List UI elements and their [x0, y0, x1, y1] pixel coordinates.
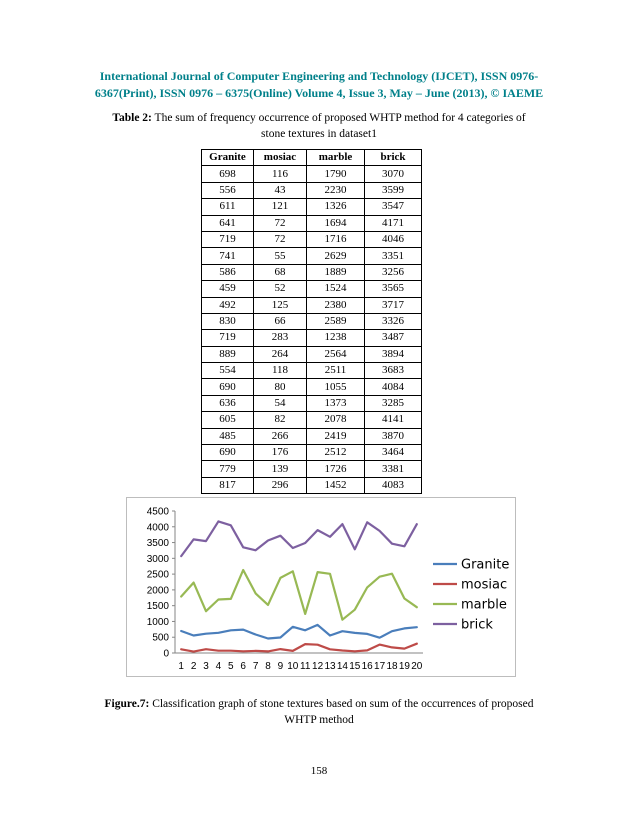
table-cell-mosiac: 72 [254, 231, 307, 247]
table-cell-marble: 1238 [307, 330, 365, 346]
table-cell-brick: 3599 [365, 182, 422, 198]
y-axis [147, 507, 175, 660]
table-cell-marble: 2512 [307, 445, 365, 461]
table-cell-marble: 1326 [307, 199, 365, 215]
legend-label-mosiac: mosiac [461, 577, 508, 593]
table-row [202, 330, 422, 346]
table-row [202, 215, 422, 231]
figure-caption [80, 696, 558, 728]
table-cell-granite: 719 [202, 231, 254, 247]
figure-caption-text-1: Classification graph of stone textures based on sum of the occurrences of proposed [149, 698, 534, 710]
y-tick-label: 1500 [146, 601, 169, 613]
table-cell-brick: 3326 [365, 313, 422, 329]
x-tick-label: 3 [203, 661, 209, 672]
table-row [202, 297, 422, 313]
series-line-brick [181, 521, 417, 556]
table-cell-granite: 586 [202, 264, 254, 280]
table-cell-mosiac: 266 [254, 428, 307, 444]
series-line-mosiac [181, 644, 417, 652]
x-tick-label: 10 [287, 661, 299, 672]
column-header-marble: marble [307, 150, 365, 166]
table-cell-brick: 4084 [365, 379, 422, 395]
table-cell-granite: 636 [202, 395, 254, 411]
table-row [202, 182, 422, 198]
table-row [202, 264, 422, 280]
table-row [202, 166, 422, 182]
table-cell-mosiac: 54 [254, 395, 307, 411]
table-cell-marble: 1452 [307, 477, 365, 493]
y-tick-label: 0 [163, 648, 169, 660]
table-cell-brick: 3894 [365, 346, 422, 362]
table-cell-brick: 3381 [365, 461, 422, 477]
y-tick-label: 3500 [146, 538, 169, 550]
series-line-granite [181, 625, 417, 639]
table-cell-mosiac: 55 [254, 248, 307, 264]
table-cell-mosiac: 80 [254, 379, 307, 395]
table-cell-granite: 605 [202, 412, 254, 428]
table-cell-marble: 2564 [307, 346, 365, 362]
x-tick-label: 16 [361, 661, 373, 672]
table-cell-mosiac: 43 [254, 182, 307, 198]
table-row [202, 313, 422, 329]
table-cell-granite: 554 [202, 363, 254, 379]
table-cell-brick: 3683 [365, 363, 422, 379]
table-cell-mosiac: 68 [254, 264, 307, 280]
y-tick-label: 1000 [146, 616, 169, 628]
frequency-table [201, 149, 422, 494]
table-row [202, 363, 422, 379]
y-tick-label: 4500 [146, 506, 169, 518]
table-cell-mosiac: 125 [254, 297, 307, 313]
table-cell-granite: 641 [202, 215, 254, 231]
table-cell-brick: 3717 [365, 297, 422, 313]
table-cell-granite: 719 [202, 330, 254, 346]
table-cell-granite: 889 [202, 346, 254, 362]
table-cell-granite: 830 [202, 313, 254, 329]
table-cell-mosiac: 121 [254, 199, 307, 215]
table-cell-mosiac: 116 [254, 166, 307, 182]
table-cell-brick: 4046 [365, 231, 422, 247]
table-cell-mosiac: 283 [254, 330, 307, 346]
x-axis [175, 653, 423, 672]
table-cell-marble: 1524 [307, 281, 365, 297]
table-cell-granite: 698 [202, 166, 254, 182]
table-cell-granite: 492 [202, 297, 254, 313]
x-tick-label: 4 [215, 661, 222, 672]
page-number: 158 [310, 765, 328, 777]
table-cell-granite: 690 [202, 445, 254, 461]
table-cell-mosiac: 52 [254, 281, 307, 297]
x-tick-label: 5 [228, 661, 234, 672]
table-cell-brick: 4171 [365, 215, 422, 231]
y-tick-label: 500 [152, 632, 169, 644]
journal-header-line-1: International Journal of Computer Engineering and Technology (IJCET), ISSN 0976- [99, 69, 539, 83]
table-header-row [202, 150, 422, 166]
table-cell-marble: 2629 [307, 248, 365, 264]
table-row [202, 199, 422, 215]
table-cell-brick: 3070 [365, 166, 422, 182]
x-tick-label: 13 [324, 661, 336, 672]
table-cell-marble: 1055 [307, 379, 365, 395]
column-header-mosiac: mosiac [254, 150, 307, 166]
table-cell-brick: 4141 [365, 412, 422, 428]
table-row [202, 281, 422, 297]
table-cell-mosiac: 118 [254, 363, 307, 379]
table-body [202, 166, 422, 494]
table-cell-brick: 3565 [365, 281, 422, 297]
y-tick-label: 4000 [146, 522, 169, 534]
table-cell-granite: 817 [202, 477, 254, 493]
x-tick-label: 1 [178, 661, 184, 672]
table-cell-marble: 1694 [307, 215, 365, 231]
y-tick-label: 3000 [146, 553, 169, 565]
table-cell-brick: 3285 [365, 395, 422, 411]
x-tick-label: 18 [386, 661, 398, 672]
table-cell-marble: 2511 [307, 363, 365, 379]
x-tick-label: 14 [336, 661, 348, 672]
table-cell-granite: 556 [202, 182, 254, 198]
x-tick-label: 11 [300, 661, 311, 672]
table-caption-label: Table 2: [112, 112, 152, 124]
table-cell-granite: 459 [202, 281, 254, 297]
table-row [202, 231, 422, 247]
series-line-marble [181, 570, 417, 620]
x-tick-label: 20 [411, 661, 423, 672]
table-row [202, 248, 422, 264]
table-row [202, 412, 422, 428]
journal-header-line-2: 6367(Print), ISSN 0976 – 6375(Online) Volume 4, Issue 3, May – June (2013), © IAEME [94, 86, 544, 100]
table-cell-mosiac: 264 [254, 346, 307, 362]
table-cell-marble: 1373 [307, 395, 365, 411]
x-tick-label: 6 [240, 661, 246, 672]
table-cell-marble: 2589 [307, 313, 365, 329]
table-cell-brick: 4083 [365, 477, 422, 493]
table-row [202, 445, 422, 461]
table-cell-marble: 1889 [307, 264, 365, 280]
table-cell-mosiac: 176 [254, 445, 307, 461]
x-tick-label: 9 [277, 661, 284, 672]
table-cell-marble: 2419 [307, 428, 365, 444]
table-cell-brick: 3464 [365, 445, 422, 461]
column-header-granite: Granite [202, 150, 254, 166]
legend-label-granite: Granite [461, 557, 510, 573]
table-cell-brick: 3351 [365, 248, 422, 264]
x-tick-label: 19 [398, 661, 410, 672]
figure-caption-text-2: WHTP method [284, 714, 354, 726]
table-cell-granite: 779 [202, 461, 254, 477]
table-cell-mosiac: 72 [254, 215, 307, 231]
table-caption [70, 110, 568, 142]
table-cell-granite: 690 [202, 379, 254, 395]
chart-svg [127, 498, 515, 676]
column-header-brick: brick [365, 150, 422, 166]
table-row [202, 395, 422, 411]
line-chart [126, 497, 516, 677]
table-row [202, 346, 422, 362]
table-cell-marble: 1716 [307, 231, 365, 247]
table-cell-brick: 3256 [365, 264, 422, 280]
y-tick-label: 2500 [146, 569, 169, 581]
legend-label-marble: marble [461, 597, 507, 613]
table-row [202, 379, 422, 395]
table-cell-marble: 2230 [307, 182, 365, 198]
table-row [202, 461, 422, 477]
table-caption-text-1: The sum of frequency occurrence of proposed WHTP method for 4 categories of [151, 112, 526, 124]
table-cell-mosiac: 66 [254, 313, 307, 329]
table-cell-mosiac: 296 [254, 477, 307, 493]
x-tick-label: 7 [252, 661, 259, 672]
figure-caption-label: Figure.7: [104, 698, 150, 710]
table-cell-mosiac: 82 [254, 412, 307, 428]
x-tick-label: 12 [312, 661, 324, 672]
table-row [202, 428, 422, 444]
x-tick-label: 8 [265, 661, 271, 672]
journal-header [64, 68, 574, 102]
table-cell-brick: 3547 [365, 199, 422, 215]
x-tick-label: 15 [349, 661, 361, 672]
table-cell-granite: 741 [202, 248, 254, 264]
table-cell-mosiac: 139 [254, 461, 307, 477]
chart-series [181, 521, 417, 651]
table-row [202, 477, 422, 493]
table-cell-marble: 1726 [307, 461, 365, 477]
table-cell-marble: 2380 [307, 297, 365, 313]
table-cell-marble: 1790 [307, 166, 365, 182]
x-tick-label: 17 [374, 661, 386, 672]
chart-legend [433, 558, 509, 633]
table-cell-granite: 611 [202, 199, 254, 215]
table-cell-brick: 3870 [365, 428, 422, 444]
y-tick-label: 2000 [146, 585, 169, 597]
x-tick-label: 2 [190, 661, 197, 672]
table-caption-text-2: stone textures in dataset1 [261, 128, 377, 140]
legend-label-brick: brick [461, 617, 493, 633]
table-cell-marble: 2078 [307, 412, 365, 428]
table-cell-granite: 485 [202, 428, 254, 444]
table-cell-brick: 3487 [365, 330, 422, 346]
